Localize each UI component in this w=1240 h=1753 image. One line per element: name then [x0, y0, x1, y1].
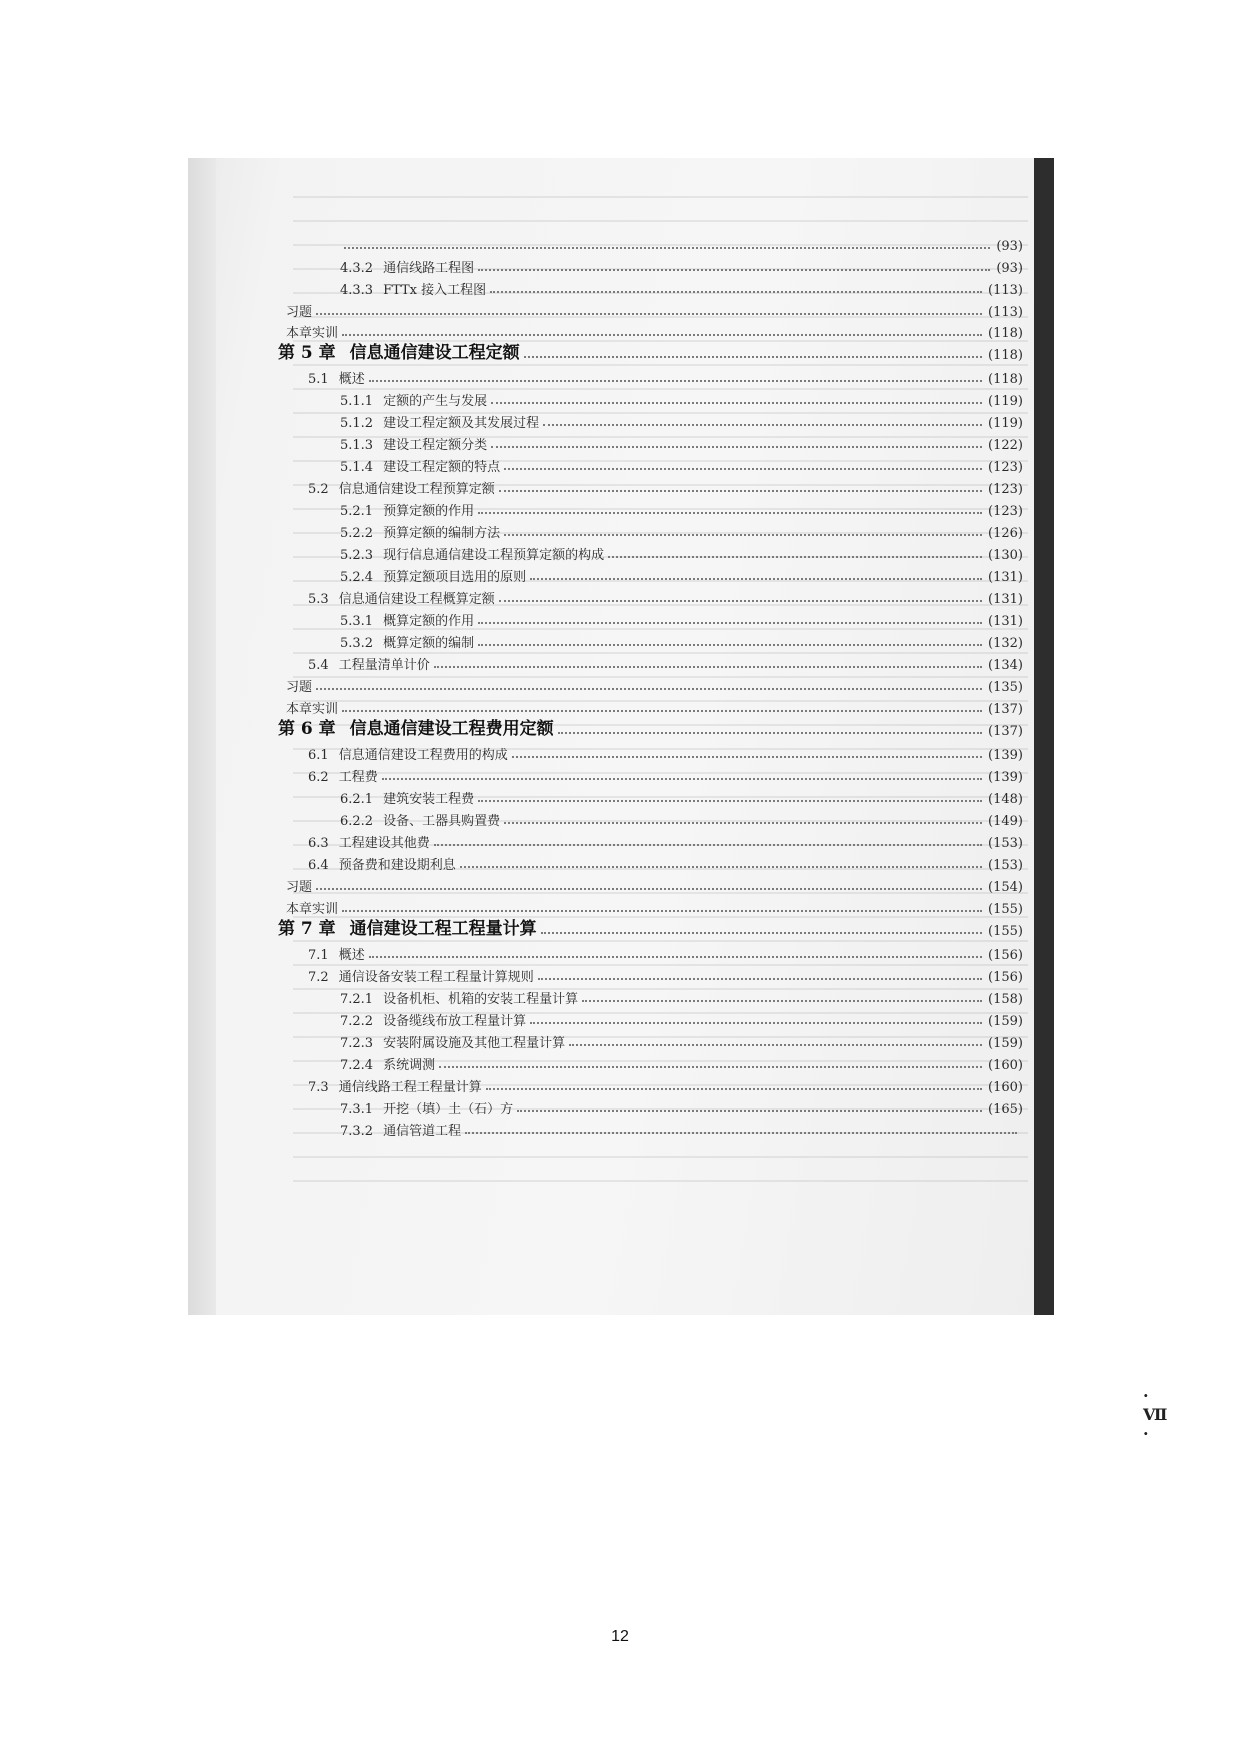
dot-leader — [434, 844, 982, 846]
toc-row — [278, 1029, 1023, 1051]
toc-page-ref: (156) — [988, 948, 1023, 963]
toc-page-ref: (118) — [988, 348, 1023, 363]
toc-entry-title: 开挖（填）土（石）方 — [383, 1102, 514, 1117]
toc-entry-title: 建设工程定额分类 — [383, 438, 488, 453]
toc-entry-number: 第 5 章 — [278, 343, 336, 363]
dot-leader — [316, 313, 982, 315]
toc-row — [278, 585, 1023, 607]
toc-entry-title: 预算定额项目选用的原则 — [383, 570, 527, 585]
toc-page-ref: (159) — [988, 1036, 1023, 1051]
toc-page-ref: (149) — [988, 814, 1023, 829]
toc-entry-title: 概算定额的编制 — [383, 636, 475, 651]
dot-leader — [504, 468, 982, 470]
toc-page-ref: (159) — [988, 1014, 1023, 1029]
toc-row — [278, 785, 1023, 807]
toc-page-ref: (126) — [988, 526, 1023, 541]
toc-entry-number: 5.1.1 — [340, 394, 374, 409]
toc-entry-number: 7.2.1 — [340, 992, 374, 1007]
dot-leader — [344, 247, 990, 249]
dot-leader — [316, 688, 982, 690]
toc-entry-number: 第 6 章 — [278, 719, 336, 739]
toc-chapter-row — [278, 717, 1023, 739]
toc-chapter-row — [278, 341, 1023, 363]
dot-leader — [369, 956, 982, 958]
toc-entry-title: 预备费和建设期利息 — [338, 858, 456, 873]
dot-leader — [569, 1044, 982, 1046]
toc-row — [278, 873, 1023, 895]
dot-leader — [491, 402, 982, 404]
toc-row — [278, 741, 1023, 763]
toc-entry-title: 定额的产生与发展 — [383, 394, 488, 409]
toc-page-ref: (93) — [996, 261, 1023, 276]
toc-row — [278, 963, 1023, 985]
toc-entry-title: FTTx 接入工程图 — [383, 283, 487, 298]
toc-row — [278, 629, 1023, 651]
toc-page-ref: (137) — [988, 702, 1023, 717]
dot-leader — [558, 732, 982, 734]
toc-entry-number: 5.3.1 — [340, 614, 374, 629]
toc-row — [278, 673, 1023, 695]
toc-entry-title: 概述 — [338, 948, 365, 963]
toc-row — [278, 607, 1023, 629]
toc-entry-number: 7.3.1 — [340, 1102, 374, 1117]
toc-entry-title: 信息通信建设工程费用定额 — [349, 719, 554, 739]
toc-page-ref: (118) — [988, 372, 1023, 387]
toc-entry-number: 6.2 — [308, 770, 329, 785]
toc-page-ref: (156) — [988, 970, 1023, 985]
dot-leader — [342, 910, 982, 912]
toc-page-ref: (154) — [988, 880, 1023, 895]
toc-row — [278, 1117, 1023, 1139]
dot-leader — [465, 1132, 1017, 1134]
toc-entry-number: 5.3 — [308, 592, 329, 607]
dot-leader — [490, 291, 982, 293]
toc-entry-number: 7.3.2 — [340, 1124, 374, 1139]
toc-row — [278, 563, 1023, 585]
toc-entry-title: 设备缆线布放工程量计算 — [383, 1014, 527, 1029]
dot-leader — [582, 1000, 982, 1002]
dot-leader — [439, 1066, 982, 1068]
toc-entry-number: 4.3.2 — [340, 261, 374, 276]
toc-row — [278, 298, 1023, 320]
toc-page-ref: (153) — [988, 858, 1023, 873]
toc-entry-number: 5.2.2 — [340, 526, 374, 541]
dot-leader — [543, 424, 982, 426]
toc-entry-number: 5.1.4 — [340, 460, 374, 475]
toc-row — [278, 1007, 1023, 1029]
toc-entry-number: 5.4 — [308, 658, 329, 673]
dot-leader — [504, 822, 982, 824]
toc-row — [278, 985, 1023, 1007]
dot-leader — [608, 556, 982, 558]
toc-page-ref: (122) — [988, 438, 1023, 453]
toc-entry-title: 信息通信建设工程定额 — [349, 343, 520, 363]
toc-page-ref: (160) — [988, 1080, 1023, 1095]
toc-entry-number: 6.2.2 — [340, 814, 374, 829]
toc-entry-title: 建设工程定额的特点 — [383, 460, 501, 475]
toc-entry-title: 概算定额的作用 — [383, 614, 475, 629]
toc-entry-title: 本章实训 — [286, 702, 339, 717]
toc-page-ref: (123) — [988, 460, 1023, 475]
dot-leader — [486, 1088, 982, 1090]
toc-entry-number: 7.2.3 — [340, 1036, 374, 1051]
toc-row — [278, 497, 1023, 519]
toc-entry-number: 5.2 — [308, 482, 329, 497]
toc-entry-title: 设备、工器具购置费 — [383, 814, 501, 829]
toc-page-ref: (123) — [988, 504, 1023, 519]
toc-entry-number: 6.2.1 — [340, 792, 374, 807]
toc-page-ref: (137) — [988, 724, 1023, 739]
toc-row — [278, 1073, 1023, 1095]
toc-page-ref: (131) — [988, 570, 1023, 585]
toc-page-ref: (148) — [988, 792, 1023, 807]
toc-entry-number: 5.1 — [308, 372, 329, 387]
toc-entry-number: 7.2.2 — [340, 1014, 374, 1029]
toc-page-ref: (153) — [988, 836, 1023, 851]
toc-row — [278, 1095, 1023, 1117]
dot-leader — [517, 1110, 982, 1112]
toc-entry-number: 6.1 — [308, 748, 329, 763]
toc-entry-title: 信息通信建设工程费用的构成 — [338, 748, 508, 763]
toc-row — [278, 409, 1023, 431]
toc-entry-title: 习题 — [286, 880, 313, 895]
toc-row — [278, 431, 1023, 453]
toc-page-ref: (113) — [988, 305, 1023, 320]
toc-entry-title: 通信设备安装工程工程量计算规则 — [338, 970, 534, 985]
toc-page-ref: (158) — [988, 992, 1023, 1007]
toc-entry-number: 7.2.4 — [340, 1058, 374, 1073]
toc-entry-title: 通信管道工程 — [383, 1124, 462, 1139]
dot-leader — [524, 356, 982, 358]
toc-page-ref: (132) — [988, 636, 1023, 651]
dot-leader — [316, 888, 982, 890]
book-spine-shadow — [188, 158, 216, 1315]
toc-entry-number: 第 7 章 — [278, 919, 336, 939]
toc-chapter-row — [278, 917, 1023, 939]
toc-entry-title: 概述 — [338, 372, 365, 387]
scanned-page-photo — [188, 158, 1168, 1443]
dot-leader — [342, 710, 982, 712]
toc-row — [278, 387, 1023, 409]
toc-entry-title: 信息通信建设工程预算定额 — [338, 482, 495, 497]
toc-row — [278, 232, 1023, 254]
toc-entry-title: 建设工程定额及其发展过程 — [383, 416, 540, 431]
page-number: 12 — [611, 1628, 629, 1645]
toc-entry-title: 系统调测 — [383, 1058, 436, 1073]
toc-row — [278, 807, 1023, 829]
toc-page-ref: (113) — [988, 283, 1023, 298]
toc-entry-title: 通信线路工程工程量计算 — [338, 1080, 482, 1095]
roman-folio: · Ⅶ · — [1143, 1386, 1168, 1443]
toc-entry-title: 习题 — [286, 680, 313, 695]
dot-leader — [478, 644, 982, 646]
dot-leader — [460, 866, 982, 868]
toc-page-ref: (119) — [988, 394, 1023, 409]
toc-row — [278, 829, 1023, 851]
dot-leader — [499, 490, 982, 492]
toc-row — [278, 453, 1023, 475]
toc-entry-number: 5.3.2 — [340, 636, 374, 651]
toc-page-ref: (165) — [988, 1102, 1023, 1117]
toc-page-ref: (134) — [988, 658, 1023, 673]
toc-page-ref: (130) — [988, 548, 1023, 563]
toc-entry-title: 通信建设工程工程量计算 — [349, 919, 537, 939]
toc-entry-title: 预算定额的编制方法 — [383, 526, 501, 541]
toc-page-ref: (131) — [988, 592, 1023, 607]
dot-leader — [342, 334, 982, 336]
toc-entry-title: 建筑安装工程费 — [383, 792, 475, 807]
dot-leader — [382, 778, 982, 780]
toc-entry-number: 5.2.1 — [340, 504, 374, 519]
dot-leader — [478, 622, 982, 624]
toc-row — [278, 763, 1023, 785]
toc-entry-title: 工程量清单计价 — [338, 658, 430, 673]
toc-entry-title: 习题 — [286, 305, 313, 320]
toc-row — [278, 519, 1023, 541]
toc-entry-number: 7.3 — [308, 1080, 329, 1095]
toc-entry-title: 设备机柜、机箱的安装工程量计算 — [383, 992, 579, 1007]
toc-page-ref: (131) — [988, 614, 1023, 629]
toc-entry-number: 7.1 — [308, 948, 329, 963]
toc-entry-number: 6.4 — [308, 858, 329, 873]
toc-entry-title: 工程费 — [338, 770, 378, 785]
toc-entry-number: 5.2.3 — [340, 548, 374, 563]
dot-leader — [512, 756, 982, 758]
toc-page-ref: (139) — [988, 770, 1023, 785]
toc-entry-title: 工程建设其他费 — [338, 836, 430, 851]
dot-leader — [499, 600, 982, 602]
toc-entry-number: 5.1.3 — [340, 438, 374, 453]
toc-page-ref: (139) — [988, 748, 1023, 763]
toc-entry-title: 本章实训 — [286, 326, 339, 341]
dot-leader — [530, 578, 982, 580]
toc-page-ref: (123) — [988, 482, 1023, 497]
toc-page-ref: (155) — [988, 924, 1023, 939]
toc-entry-number: 6.3 — [308, 836, 329, 851]
toc-row — [278, 541, 1023, 563]
dot-leader — [530, 1022, 982, 1024]
dot-leader — [478, 800, 982, 802]
dot-leader — [491, 446, 982, 448]
toc-entry-title: 本章实训 — [286, 902, 339, 917]
dot-leader — [434, 666, 982, 668]
toc-row — [278, 941, 1023, 963]
toc-row — [278, 254, 1023, 276]
toc-row — [278, 276, 1023, 298]
toc-page-ref: (135) — [988, 680, 1023, 695]
toc-entry-number: 5.2.4 — [340, 570, 374, 585]
dot-leader — [478, 512, 982, 514]
toc-row — [278, 651, 1023, 673]
dot-leader — [369, 380, 982, 382]
binder-edge — [1034, 158, 1054, 1315]
dot-leader — [478, 269, 990, 271]
toc-entry-number: 5.1.2 — [340, 416, 374, 431]
toc-entry-title: 现行信息通信建设工程预算定额的构成 — [383, 548, 605, 563]
toc-row — [278, 475, 1023, 497]
toc-page-ref: (93) — [996, 239, 1023, 254]
toc-row — [278, 365, 1023, 387]
dot-leader — [541, 932, 982, 934]
toc-entry-number: 4.3.3 — [340, 283, 374, 298]
toc-page-ref: (119) — [988, 416, 1023, 431]
toc-page-ref: (160) — [988, 1058, 1023, 1073]
toc-row — [278, 1051, 1023, 1073]
toc-entry-number: 7.2 — [308, 970, 329, 985]
toc-row — [278, 851, 1023, 873]
toc-entry-title: 预算定额的作用 — [383, 504, 475, 519]
toc-page-ref: (118) — [988, 326, 1023, 341]
dot-leader — [538, 978, 982, 980]
toc-entry-title: 通信线路工程图 — [383, 261, 475, 276]
toc-entry-title: 信息通信建设工程概算定额 — [338, 592, 495, 607]
toc-page-ref: (155) — [988, 902, 1023, 917]
dot-leader — [504, 534, 982, 536]
toc-entry-title: 安装附属设施及其他工程量计算 — [383, 1036, 566, 1051]
